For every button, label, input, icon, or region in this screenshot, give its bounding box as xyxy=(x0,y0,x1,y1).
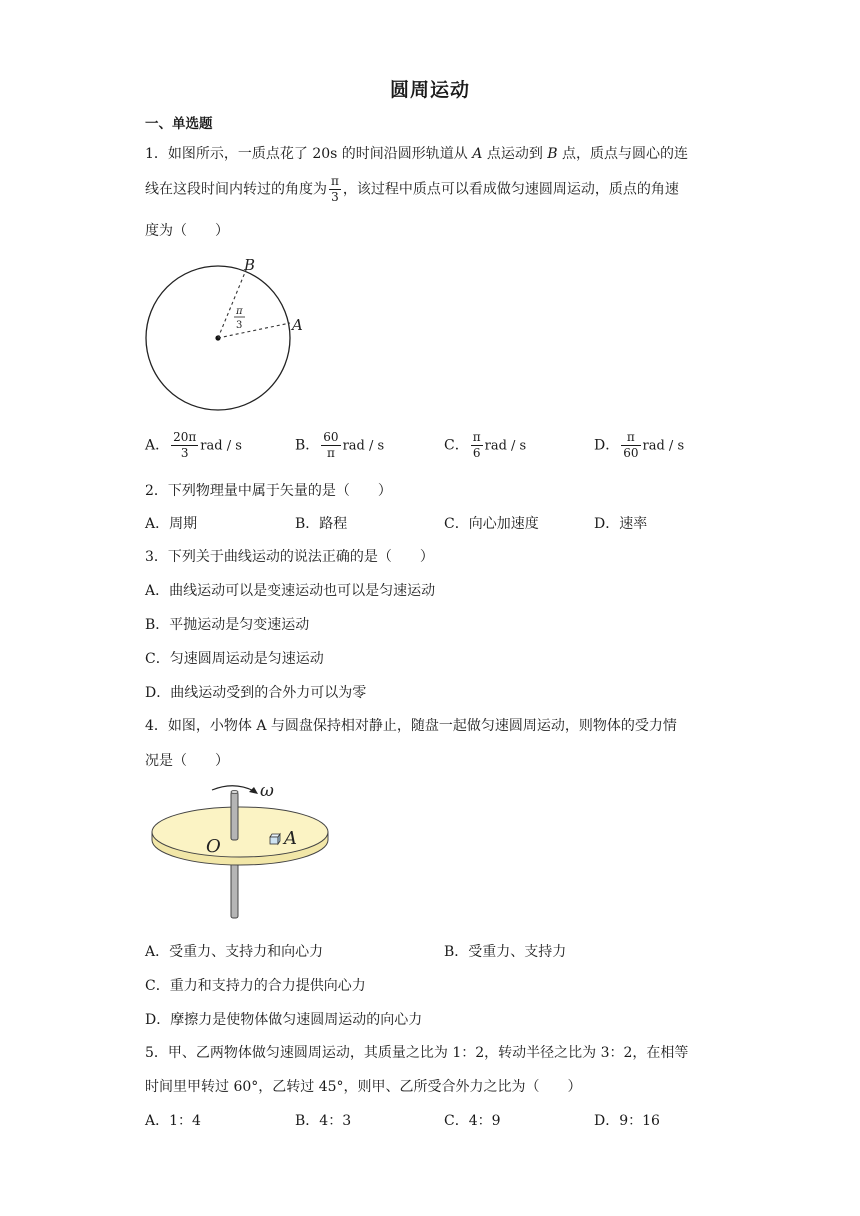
q5-stem-line1: 5．甲、乙两物体做匀速圆周运动，其质量之比为 1：2，转动半径之比为 3：2，在相等 xyxy=(145,1045,689,1061)
fraction-numerator: 60 xyxy=(323,430,339,444)
option-fraction xyxy=(171,430,198,461)
q4-disk-diagram xyxy=(150,780,335,920)
center-label-o: O xyxy=(206,836,221,857)
axle-upper xyxy=(231,792,238,840)
q1-option-b[interactable] xyxy=(295,430,384,461)
q1-text: 点运动到 xyxy=(482,146,548,162)
option-unit: rad / s xyxy=(484,438,527,454)
axle-top-cap xyxy=(231,790,238,793)
q1-option-c[interactable] xyxy=(444,430,526,461)
option-fraction xyxy=(621,430,640,461)
fraction-denominator: 60 xyxy=(623,446,639,460)
fraction-denominator: π xyxy=(326,446,335,460)
q1-angle-fraction xyxy=(329,174,341,205)
radius-to-a xyxy=(218,323,290,338)
q4-option-d[interactable]: D．摩擦力是使物体做匀速圆周运动的向心力 xyxy=(145,1012,423,1028)
option-fraction xyxy=(471,430,483,461)
q1-stem-line2 xyxy=(145,174,679,205)
option-letter: B． xyxy=(295,437,320,454)
option-letter: D． xyxy=(594,437,620,454)
option-unit: rad / s xyxy=(200,438,242,454)
fraction-numerator: π xyxy=(472,430,481,444)
q5-option-d[interactable]: D．9：16 xyxy=(594,1113,660,1129)
q4-stem-line2: 况是（ ） xyxy=(145,753,229,769)
fraction-denominator: 3 xyxy=(180,446,189,460)
q4-option-a[interactable]: A．受重力、支持力和向心力 xyxy=(145,944,324,960)
q3-option-c[interactable]: C．匀速圆周运动是匀速运动 xyxy=(145,651,324,667)
omega-label: ω xyxy=(260,781,274,801)
fraction-denominator: 6 xyxy=(472,446,481,460)
q1-stem-line1 xyxy=(145,143,688,163)
q3-option-a[interactable]: A．曲线运动可以是变速运动也可以是匀速运动 xyxy=(145,583,436,599)
q1-circle-diagram xyxy=(140,250,310,420)
q4-option-b[interactable]: B．受重力、支持力 xyxy=(444,944,567,960)
label-a: A xyxy=(292,316,303,334)
q1-text: 点，质点与圆心的连 xyxy=(557,146,689,162)
disk-top xyxy=(152,807,328,857)
q1-text: 1．如图所示，一质点花了 20s 的时间沿圆形轨道从 xyxy=(145,146,473,162)
option-unit: rad / s xyxy=(642,438,685,454)
q2-option-b[interactable]: B．路程 xyxy=(295,516,348,532)
q1-stem-line3: 度为（ ） xyxy=(145,223,229,239)
q5-stem-line2: 时间里甲转过 60°，乙转过 45°，则甲、乙所受合外力之比为（ ） xyxy=(145,1079,582,1095)
q1-option-a[interactable] xyxy=(145,430,242,461)
option-unit: rad / s xyxy=(342,438,385,454)
option-letter: C． xyxy=(444,437,469,454)
fraction-numerator: π xyxy=(621,430,640,446)
fraction-numerator: 20π xyxy=(173,430,197,444)
q5-option-b[interactable]: B．4：3 xyxy=(295,1113,352,1129)
q1-point-b: B xyxy=(547,146,558,162)
q2-stem: 2．下列物理量中属于矢量的是（ ） xyxy=(145,483,392,499)
block-label-a: A xyxy=(284,828,297,849)
rotation-arrowhead xyxy=(249,787,258,794)
q5-option-a[interactable]: A．1：4 xyxy=(145,1113,201,1129)
q2-option-a[interactable]: A．周期 xyxy=(145,516,198,532)
q2-option-d[interactable]: D．速率 xyxy=(594,516,648,532)
q3-option-b[interactable]: B．平抛运动是匀变速运动 xyxy=(145,617,310,633)
angle-label-num: π xyxy=(236,306,243,317)
q3-stem: 3．下列关于曲线运动的说法正确的是（ ） xyxy=(145,549,434,565)
q5-option-c[interactable]: C．4：9 xyxy=(444,1113,501,1129)
label-b: B xyxy=(244,256,256,274)
option-fraction xyxy=(321,430,340,461)
q1-option-d[interactable] xyxy=(594,430,684,461)
q2-option-c[interactable]: C．向心加速度 xyxy=(444,516,539,532)
page-title: 圆周运动 xyxy=(389,79,470,101)
fraction-denominator: 3 xyxy=(331,190,339,204)
q3-option-d[interactable]: D．曲线运动受到的合外力可以为零 xyxy=(145,685,367,701)
q1-point-a: A xyxy=(472,146,483,162)
option-letter: A． xyxy=(145,437,170,454)
section-heading: 一、单选题 xyxy=(145,116,213,132)
q1-text: ，该过程中质点可以看成做匀速圆周运动，质点的角速 xyxy=(342,181,679,198)
block-a-front xyxy=(270,837,278,844)
angle-label-den: 3 xyxy=(236,320,243,331)
q4-stem-line1: 4．如图，小物体 A 与圆盘保持相对静止，随盘一起做匀速圆周运动，则物体的受力情 xyxy=(145,718,677,734)
fraction-numerator: π xyxy=(331,174,339,188)
q1-text: 线在这段时间内转过的角度为 xyxy=(145,181,327,198)
q4-option-c[interactable]: C．重力和支持力的合力提供向心力 xyxy=(145,978,366,994)
